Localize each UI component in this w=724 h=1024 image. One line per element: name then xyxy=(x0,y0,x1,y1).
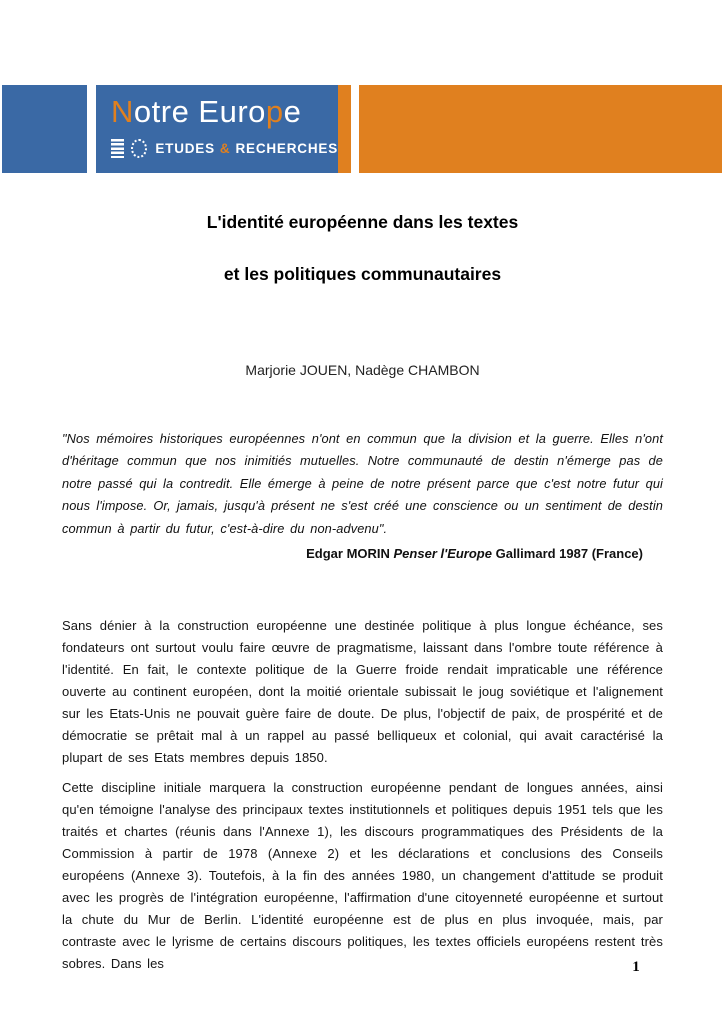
wordmark-end: e xyxy=(283,94,302,129)
eu-stars-circle-icon xyxy=(131,139,147,158)
title-line-1: L'identité européenne dans les textes xyxy=(206,212,519,232)
document-content xyxy=(0,173,724,983)
notre-europe-logo-block xyxy=(96,85,338,173)
subtitle-etudes-label: ETUDES xyxy=(155,141,215,156)
banner-blue-square xyxy=(2,85,87,173)
body-paragraph-2: Cette discipline initiale marquera la construction européenne pendant de longues années, ainsi qu'en témoigne l'analyse des principaux textes institutionnels et politiques depuis 1951 tels que les traités et chartes (réunis dans l'Annexe 1), les discours programmatiques des Présidents de la Commission à partir de 1978 (Annexe 2) et les déclarations et conclusions des Conseils européens (Annexe 3). Toutefois, à la fin des années 1980, un changement d'attitude se produit avec les progrès de l'intégration européenne, l'affirmation d'une citoyenneté européenne et surtout la chute du Mur de Berlin. L'identité européenne est de plus en plus invoquée, mais, par contraste avec le lyrisme de certains discours politiques, les textes officiels européens restent très sobres. Dans les xyxy=(62,780,663,972)
page-title xyxy=(62,196,663,300)
attribution-work-title: Penser l'Europe xyxy=(393,546,492,562)
subtitle-ampersand: & xyxy=(219,141,231,156)
notre-europe-banner xyxy=(0,85,724,173)
document-lines-icon xyxy=(111,139,124,158)
wordmark-letter-p: p xyxy=(265,94,284,129)
body-paragraph-1: Sans dénier à la construction européenne une destinée politique à plus longue échéance, ses fondateurs ont surtout voulu faire œuvre de pragmatisme, laissant dans l'ombre toute référence à l'identité. En fait, le contexte politique de la Guerre froide rendait impraticable une référence ouverte au continent européen, dont la moitié orientale subissait le joug soviétique et l'alignement sur les Etats-Unis ne pouvait guère faire de doute. De plus, l'objectif de paix, de prospérité et de démocratie se prêtait mal à un rappel au passé belliqueux et colonial, qui avait caractérisé la plupart de ses Etats membres depuis 1850. xyxy=(62,618,663,766)
wordmark-middle: otre Euro xyxy=(133,94,266,129)
attribution-publisher: Gallimard 1987 (France) xyxy=(491,546,643,562)
banner-orange-block xyxy=(359,85,722,173)
body-text xyxy=(62,615,663,975)
page-number: 1 xyxy=(632,959,640,975)
authors-line: Marjorie JOUEN, Nadège CHAMBON xyxy=(245,362,480,378)
attribution-author: Edgar MORIN xyxy=(306,546,394,562)
notre-europe-wordmark xyxy=(111,94,338,130)
epigraph-quote: "Nos mémoires historiques européennes n'ont en commun que la division et la guerre. Elles n'ont d'héritage commun que nos inimitiés mutuelles. Notre communauté de destin n'émerge pas de notre passé qui la contredit. Elle émerge à peine de notre présent parce que c'est notre futur qui nous l'impose. Or, jamais, jusqu'à présent ne s'est créé une conscience ou un sentiment de destin commun à partir du futur, c'est-à-dire du non-advenu". xyxy=(62,431,663,536)
wordmark-letter-n: N xyxy=(111,94,134,129)
banner-orange-stripe xyxy=(338,85,351,173)
logo-subtitle-row xyxy=(111,139,338,158)
quote-attribution xyxy=(62,546,663,561)
title-line-2: et les politiques communautaires xyxy=(223,264,502,284)
subtitle-recherches-label: RECHERCHES xyxy=(235,141,338,156)
